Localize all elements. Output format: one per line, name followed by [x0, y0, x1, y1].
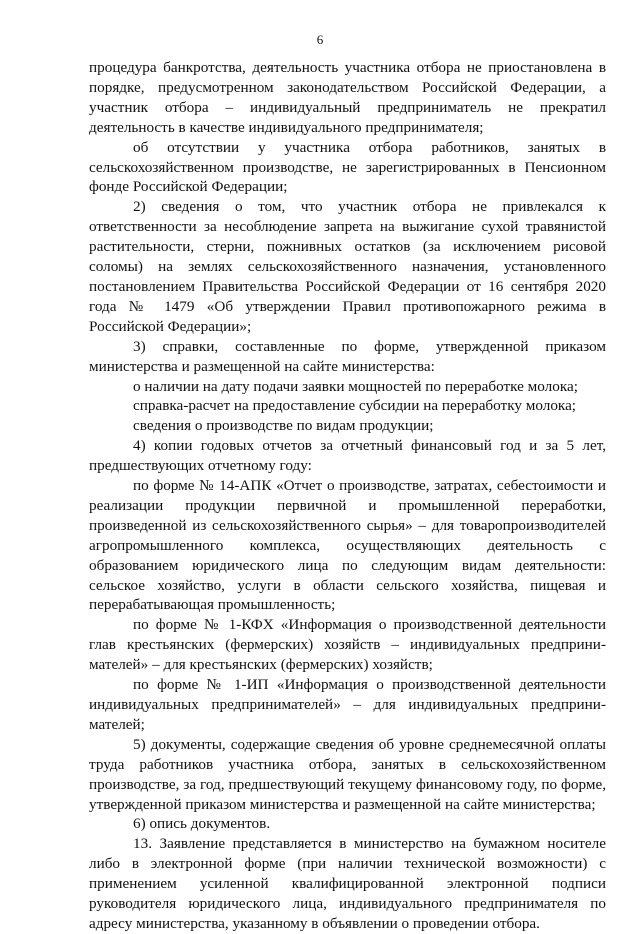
document-body [89, 58, 606, 934]
paragraph-item-5-wage-documents: 5) документы, содержащие сведения об уровне среднемесячной оплаты труда работников участника отбора, занятых в сельскохозяйственном производстве, за год, предшествующий текущему финансовому году, по форме, утвержденной приказом министерства и размещенной на сайте министерства; [89, 735, 606, 813]
paragraph-milk-capacity: о наличии на дату подачи заявки мощностей по переработке молока; [133, 377, 578, 395]
paragraph-no-unregistered-workers: об отсутствии у участника отбора работников, занятых в сельскохозяйственном производстве, не зарегистрированных в Пенсионном фонде Российской Федерации; [89, 138, 606, 196]
paragraph-item-2-fire-ban: 2) сведения о том, что участник отбора не привлекался к ответственности за несоблюдение запрета на выжигание сухой травянистой растительности, стерни, пожнивных остатков (за исключением рисовой соломы) на землях сельскохозяйственного назначения, установленного постановлением Правительства Российской Федерации от 16 сентября 2020 года № 1479 «Об утверждении Правил противопожарного режима в Российской Федерации»; [89, 198, 606, 335]
paragraph-form-1-ip: по форме № 1-ИП «Информация о производственной деятельности индивидуальных предпринимателей» – для индивидуальных предпринимателей; [89, 676, 606, 733]
paragraph-bankruptcy-clause: процедура банкротства, деятельность участника отбора не приостановлена в порядке, предусмотренном законодательством Российской Федерации, а участник отбора – индивидуальный предприниматель не прекратил деятельность в качестве индивидуального предпринимателя; [89, 59, 606, 136]
paragraph-item-4-annual-reports: 4) копии годовых отчетов за отчетный финансовый год и за 5 лет, предшествующих отчетному году: [89, 437, 606, 475]
paragraph-item-6-inventory: 6) опись документов. [133, 815, 271, 833]
paragraph-subsidy-calculation: справка-расчет на предоставление субсидии на переработку молока; [133, 397, 577, 415]
paragraph-clause-13-submission: 13. Заявление представляется в министерство на бумажном носителе либо в электронной форме (при наличии технической возможности) с применением усиленной квалифицированной электронной подписи руководителя юридического лица, индивидуального предпринимателя по адресу министерства, указанному в объявлении о проведении отбора. [89, 835, 606, 932]
paragraph-form-14-apk: по форме № 14-АПК «Отчет о производстве, затратах, себестоимости и реализации продукции первичной и промышленной переработки, произведенной из сельскохозяйственного сырья» – для товаропроизводителей агропромышленного комплекса, осуществляющих деятельность с образованием юридического лица по следующим видам деятельности: сельское хозяйство, услуги в области сельского хозяйства, пищевая и перерабатывающая промышленность; [89, 477, 606, 614]
paragraph-item-3-certificates: 3) справки, составленные по форме, утвержденной приказом министерства и размещенной на сайте министерства: [89, 337, 606, 375]
paragraph-production-info: сведения о производстве по видам продукции; [133, 417, 434, 435]
paragraph-form-1-kfkh: по форме № 1-КФХ «Информация о производственной деятельности глав крестьянских (фермерских) хозяйств – индивидуальных предпринимателей» – для крестьянских (фермерских) хозяйств; [89, 616, 606, 674]
page-number: 6 [316, 32, 324, 47]
